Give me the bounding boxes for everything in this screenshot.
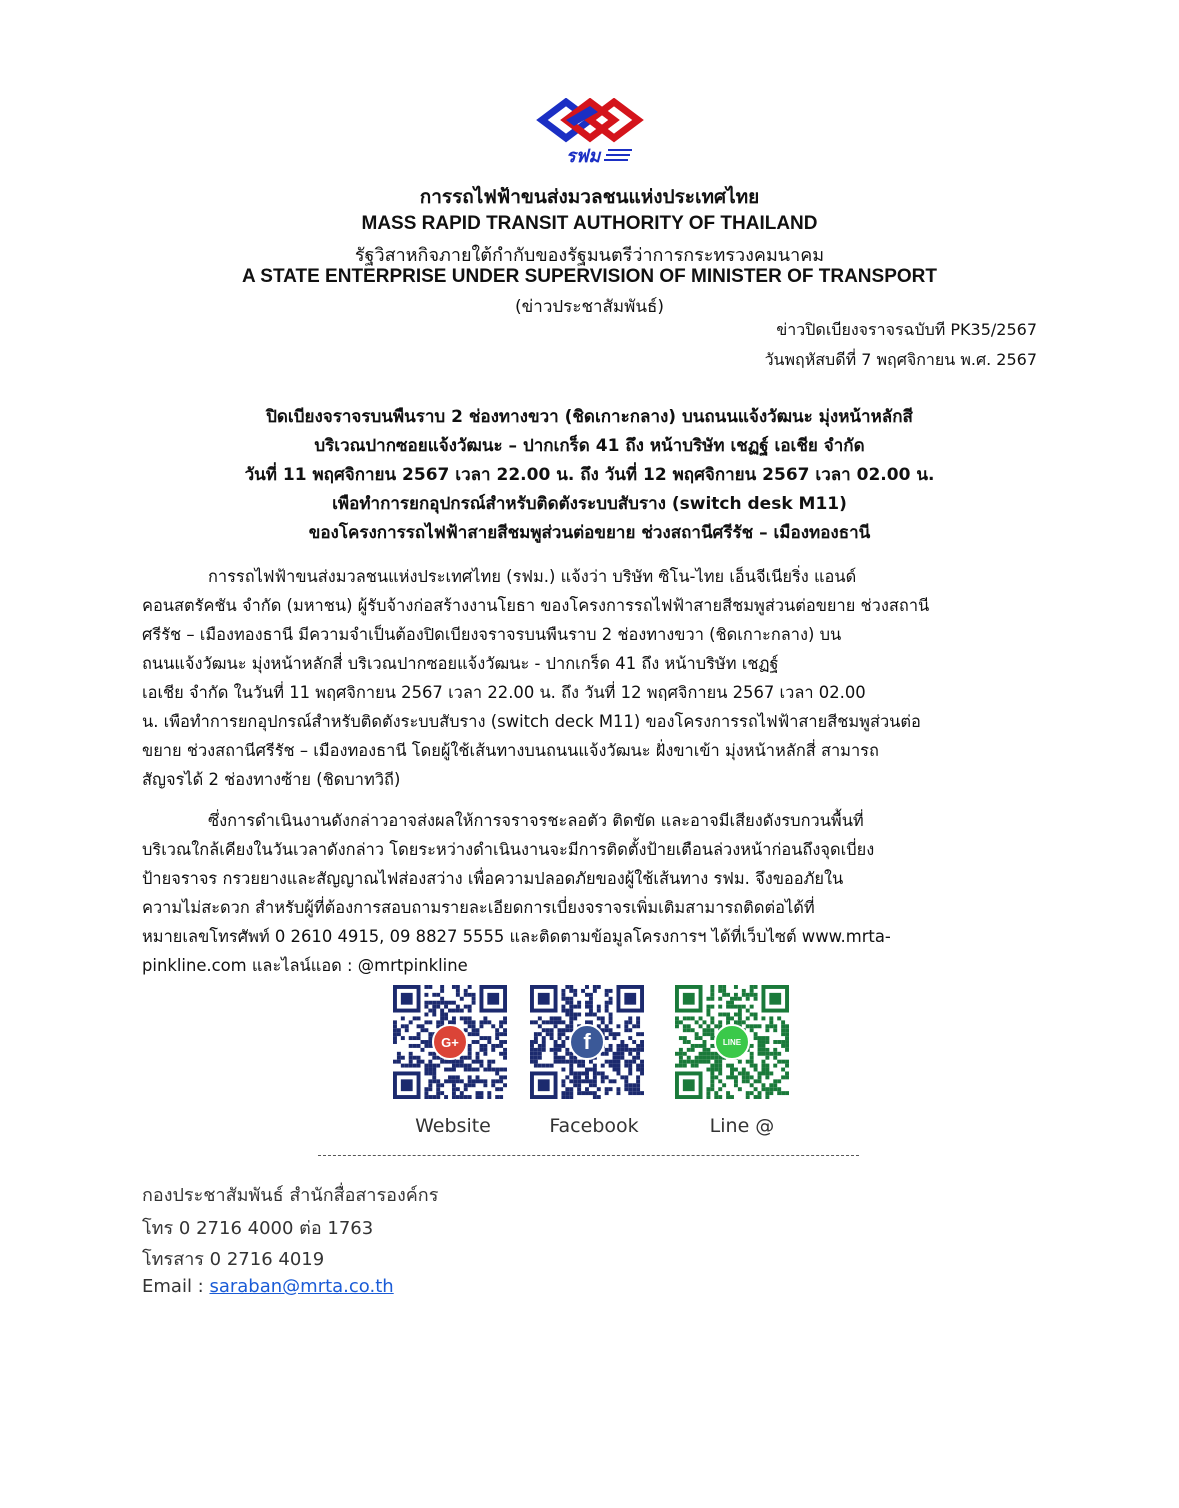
paragraph-line: น. เพือทำการยกอุปกรณ์สำหรับติดตังระบบสับราง (switch deck M11) ของโครงการรถไฟฟ้าสายสีชมพูส่วนต่อ [142, 712, 921, 731]
paragraph-line: ความไม่สะดวก สำหรับผู้ที่ต้องการสอบถามรายละเอียดการเบี่ยงจราจรเพิ่มเติมสามารถติดต่อได้ที่ [142, 898, 815, 917]
qr-label-line: Line @ [709, 1115, 775, 1137]
paragraph-line: ซึ่งการดำเนินงานดังกล่าวอาจส่งผลให้การจราจรชะลอตัว ติดขัด และอาจมีเสียงดังรบกวนพื้นที่ [208, 811, 864, 830]
paragraph-line: เอเชีย จำกัด ในวันที่ 11 พฤศจิกายน 2567 เวลา 22.00 น. ถึง วันที่ 12 พฤศจิกายน 2567 เวลา 02.00 [142, 683, 866, 702]
release-date: วันพฤหัสบดีที่ 7 พฤศจิกายน พ.ศ. 2567 [764, 350, 1037, 369]
paragraph-line: บริเวณใกล้เคียงในวันเวลาดังกล่าว โดยระหว่างดำเนินงานจะมีการติดตั้งป้ายเตือนล่วงหน้าก่อนถึงจุดเบี่ยง [142, 840, 875, 859]
body-paragraph-2 [142, 806, 1037, 980]
body-paragraph-1 [142, 562, 1037, 794]
headline-line: ของโครงการรถไฟฟ้าสายสีชมพูส่วนต่อขยาย ช่วงสถานีศรีรัช – เมืองทองธานี [308, 523, 871, 543]
headline-line: บริเวณปากซอยแจ้งวัฒนะ – ปากเกร็ด 41 ถึง หน้าบริษัท เชฏฐ์ เอเชีย จำกัด [314, 436, 865, 456]
contact-email-row [142, 1276, 394, 1297]
facebook-qr-code[interactable] [530, 985, 644, 1099]
contact-fax: โทรสาร 0 2716 4019 [142, 1249, 325, 1270]
headline-line: วันที่ 11 พฤศจิกายน 2567 เวลา 22.00 น. ถึง วันที่ 12 พฤศจิกายน 2567 เวลา 02.00 น. [244, 465, 935, 485]
org-name-english: MASS RAPID TRANSIT AUTHORITY OF THAILAND [361, 213, 818, 234]
headline [0, 403, 1179, 548]
mrta-logo-icon [536, 98, 644, 166]
logo-text: รฟม [566, 146, 601, 166]
release-reference: ข่าวปิดเบียงจราจรฉบับที PK35/2567 [776, 320, 1037, 339]
headline-line: เพือทำการยกอุปกรณ์สำหรับติดตังระบบสับราง (switch desk M11) [332, 494, 847, 514]
org-subtitle-english: A STATE ENTERPRISE UNDER SUPERVISION OF MINISTER OF TRANSPORT [242, 266, 937, 287]
press-release-label: (ข่าวประชาสัมพันธ์) [515, 297, 664, 317]
paragraph-line: pinkline.com และไลน์แอด : @mrtpinkline [142, 956, 468, 975]
headline-line: ปิดเบียงจราจรบนพืนราบ 2 ช่องทางขวา (ชิดเกาะกลาง) บนถนนแจ้งวัฒนะ มุ่งหน้าหลักสี [266, 407, 913, 427]
paragraph-line: คอนสตรัคชัน จำกัด (มหาชน) ผู้รับจ้างก่อสร้างงานโยธา ของโครงการรถไฟฟ้าสายสีชมพูส่วนต่อขยาย ช่วงสถานี [142, 596, 930, 615]
contact-phone: โทร 0 2716 4000 ต่อ 1763 [142, 1218, 374, 1239]
org-subtitle-thai: รัฐวิสาหกิจภายใต้กำกับของรัฐมนตรีว่าการกระทรวงคมนาคม [354, 245, 825, 266]
email-label: Email : [142, 1276, 210, 1297]
facebook-icon: f [569, 1024, 605, 1060]
line-icon: LINE [714, 1024, 750, 1060]
paragraph-line: สัญจรได้ 2 ช่องทางซ้าย (ชิดบาทวิถี) [142, 770, 401, 789]
divider [318, 1155, 859, 1156]
contact-department: กองประชาสัมพันธ์ สำนักสื่อสารองค์กร [142, 1185, 439, 1206]
paragraph-line: หมายเลขโทรศัพท์ 0 2610 4915, 09 8827 5555 และติดตามข้อมูลโครงการฯ ได้ที่เว็บไซต์ www.mrta- [142, 927, 891, 946]
google-plus-icon: G+ [432, 1024, 468, 1060]
paragraph-line: ป้ายจราจร กรวยยางและสัญญาณไฟส่องสว่าง เพื่อความปลอดภัยของผู้ใช้เส้นทาง รฟม. จึงขออภัยใน [142, 869, 844, 888]
org-name-thai: การรถไฟฟ้าขนส่งมวลชนแห่งประเทศไทย [419, 186, 760, 208]
qr-label-website: Website [415, 1115, 491, 1137]
email-link[interactable]: saraban@mrta.co.th [209, 1276, 394, 1297]
paragraph-line: ขยาย ช่วงสถานีศรีรัช – เมืองทองธานี โดยผู้ใช้เส้นทางบนถนนแจ้งวัฒนะ ฝั่งขาเข้า มุ่งหน้าหลักสี่ สามารถ [142, 741, 879, 760]
paragraph-line: การรถไฟฟ้าขนส่งมวลชนแห่งประเทศไทย (รฟม.) แจ้งว่า บริษัท ซิโน-ไทย เอ็นจีเนียริ่ง แอนด์ [208, 567, 857, 586]
paragraph-line: ถนนแจ้งวัฒนะ มุ่งหน้าหลักสี่ บริเวณปากซอยแจ้งวัฒนะ - ปากเกร็ด 41 ถึง หน้าบริษัท เชฏฐ์ [142, 654, 779, 673]
qr-label-facebook: Facebook [549, 1115, 639, 1137]
website-qr-code[interactable] [393, 985, 507, 1099]
paragraph-line: ศรีรัช – เมืองทองธานี มีความจำเป็นต้องปิดเบียงจราจรบนพืนราบ 2 ช่องทางขวา (ชิดเกาะกลาง) บน [142, 625, 842, 644]
line-qr-code[interactable] [675, 985, 789, 1099]
